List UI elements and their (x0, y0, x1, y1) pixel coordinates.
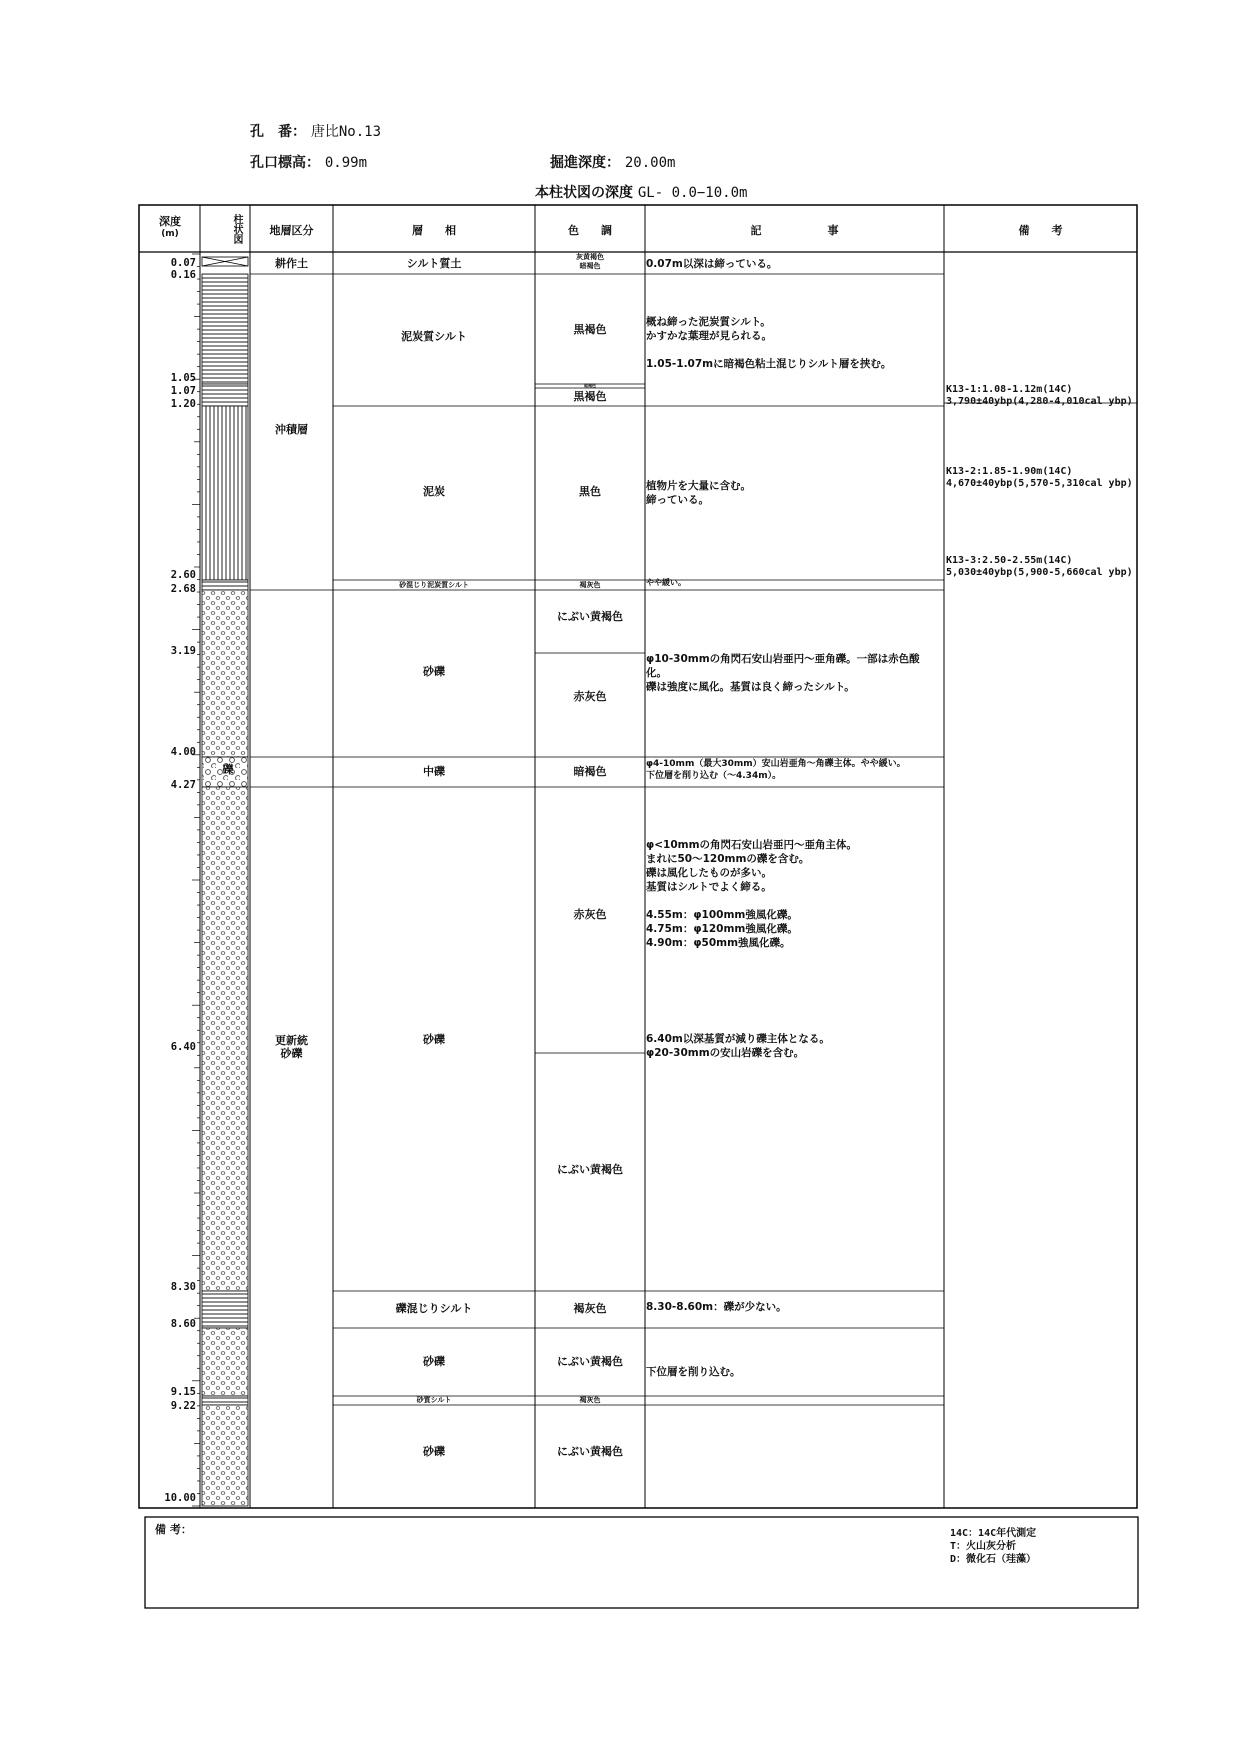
elevation-value: 0.99m (324, 155, 368, 171)
color-cell: 黒褐色 (573, 323, 607, 337)
color-cell: 赤灰色 (573, 690, 607, 704)
color-cell: 灰黄褐色 (576, 253, 604, 262)
color-cell: 暗褐色 (579, 262, 601, 271)
unit-cell: 礫 (222, 763, 234, 777)
header-column: 柱状図 (231, 214, 242, 244)
color-cell: 褐灰色 (573, 1302, 607, 1316)
facies-cell: 砂礫 (423, 665, 445, 679)
depth-label: 4.27 (170, 779, 196, 791)
hole-label: 孔 番： (250, 124, 306, 140)
color-cell: 暗褐色 (584, 382, 596, 388)
remark-text: 8.30-8.60m：礫が少ない。 (646, 1301, 787, 1313)
color-cell: 黒色 (579, 485, 601, 499)
remark-text: 下位層を削り込む。 (646, 1366, 741, 1378)
log-range-label: 本柱状図の深度 (535, 185, 633, 201)
log-range (535, 182, 747, 202)
depth-label: 4.00 (170, 746, 196, 758)
color-cell: にぶい黄褐色 (557, 610, 623, 624)
footer-label: 備 考： (155, 1523, 192, 1536)
facies-cell: 砂礫 (423, 1033, 445, 1047)
elevation-label: 孔口標高： (250, 155, 320, 171)
facies-cell: 礫混じりシルト (395, 1302, 473, 1316)
unit-cell: 耕作土 (275, 257, 308, 271)
depth-label: 9.15 (170, 1386, 196, 1398)
header-facies: 層 相 (412, 224, 456, 237)
header-remarks: 記 事 (750, 224, 839, 237)
depth-label: 0.16 (170, 269, 196, 281)
header-notes: 備 考 (1018, 224, 1063, 237)
depth-label: 1.05 (170, 372, 196, 384)
depth-label: 2.60 (170, 569, 196, 581)
facies-cell: 砂混じり泥炭質シルト (399, 580, 469, 589)
depth-label: 6.40 (170, 1041, 196, 1053)
header-unit: 地層区分 (269, 224, 314, 237)
facies-cell: シルト質土 (406, 257, 462, 271)
remark-text: やや緩い。 (646, 578, 686, 587)
drill-depth-label: 掘進深度： (550, 155, 620, 171)
depth-label: 10.00 (164, 1492, 196, 1504)
depth-label: 2.68 (170, 583, 196, 595)
sample-note: K13-2:1.85-1.90m(14C) 4,670±40ybp(5,570-5,310cal ybp) (946, 466, 1133, 489)
facies-cell: 泥炭質シルト (401, 330, 467, 344)
hole-number (250, 121, 381, 141)
remark-text: φ10-30mmの角閃石安山岩亜円〜亜角礫。一部は赤色酸 化。 礫は強度に風化。基質は良く締ったシルト。 (646, 653, 920, 693)
color-cell: 褐灰色 (579, 1396, 601, 1405)
depth-label: 1.07 (170, 385, 196, 397)
drill-depth-value: 20.00m (624, 155, 676, 171)
facies-cell: 砂質シルト (416, 1396, 452, 1405)
facies-cell: 泥炭 (423, 485, 445, 499)
color-cell: 暗褐色 (573, 765, 607, 779)
depth-label: 8.30 (170, 1281, 196, 1293)
facies-cell: 中礫 (423, 765, 445, 779)
color-cell: 赤灰色 (573, 908, 607, 922)
header-depth: 深度 (m) (159, 215, 181, 239)
sample-note: K13-3:2.50-2.55m(14C) 5,030±40ybp(5,900-5,660cal ybp) (946, 555, 1133, 578)
remark-text: φ4-10mm（最大30mm）安山岩亜角〜角礫主体。やや緩い。 下位層を削り込む（〜4.34m）。 (646, 759, 906, 781)
elevation (250, 152, 367, 172)
depth-label: 3.19 (170, 645, 196, 657)
facies-cell: 砂礫 (423, 1355, 445, 1369)
color-cell: にぶい黄褐色 (557, 1445, 623, 1459)
unit-cell: 更新統 砂礫 (275, 1033, 308, 1060)
depth-label: 9.22 (170, 1400, 196, 1412)
color-cell: にぶい黄褐色 (557, 1355, 623, 1369)
depth-label: 8.60 (170, 1318, 196, 1330)
lithology-column (202, 257, 248, 1506)
remark-text: 0.07m以深は締っている。 (646, 258, 778, 270)
color-cell: 褐灰色 (579, 580, 601, 589)
depth-label: 1.20 (170, 398, 196, 410)
remark-text: 概ね締った泥炭質シルト。 かすかな葉理が見られる。 1.05-1.07mに暗褐色粘土混じりシルト層を挟む。 (646, 316, 892, 370)
remark-text: φ<10mmの角閃石安山岩亜円〜亜角主体。 まれに50〜120mmの礫を含む。 礫は風化したものが多い。 基質はシルトでよく締る。 4.55m：φ100mm強風化礫。 4.75m：φ120mm強風化礫。 4.90m：φ50mm強風化礫。 (646, 839, 858, 949)
remark-text: 6.40m以深基質が減り礫主体となる。 φ20-30mmの安山岩礫を含む。 (646, 1033, 830, 1059)
sample-note: K13-1:1.08-1.12m(14C) 3,790±40ybp(4,280-4,010cal ybp) (946, 384, 1133, 407)
header-color: 色 調 (568, 224, 612, 237)
remark-text: 植物片を大量に含む。 締っている。 (646, 480, 751, 506)
drill-depth (550, 152, 675, 172)
hole-value: 唐比No.13 (310, 124, 382, 140)
depth-label: 0.07 (170, 257, 196, 269)
color-cell: にぶい黄褐色 (557, 1163, 623, 1177)
log-range-value: GL- 0.0−10.0m (637, 185, 748, 201)
footer-legend: 14C：14C年代測定 T：火山灰分析 D：微化石（珪藻） (950, 1528, 1037, 1565)
facies-cell: 砂礫 (423, 1445, 445, 1459)
color-cell: 黒褐色 (573, 390, 607, 404)
unit-cell: 沖積層 (275, 423, 308, 437)
